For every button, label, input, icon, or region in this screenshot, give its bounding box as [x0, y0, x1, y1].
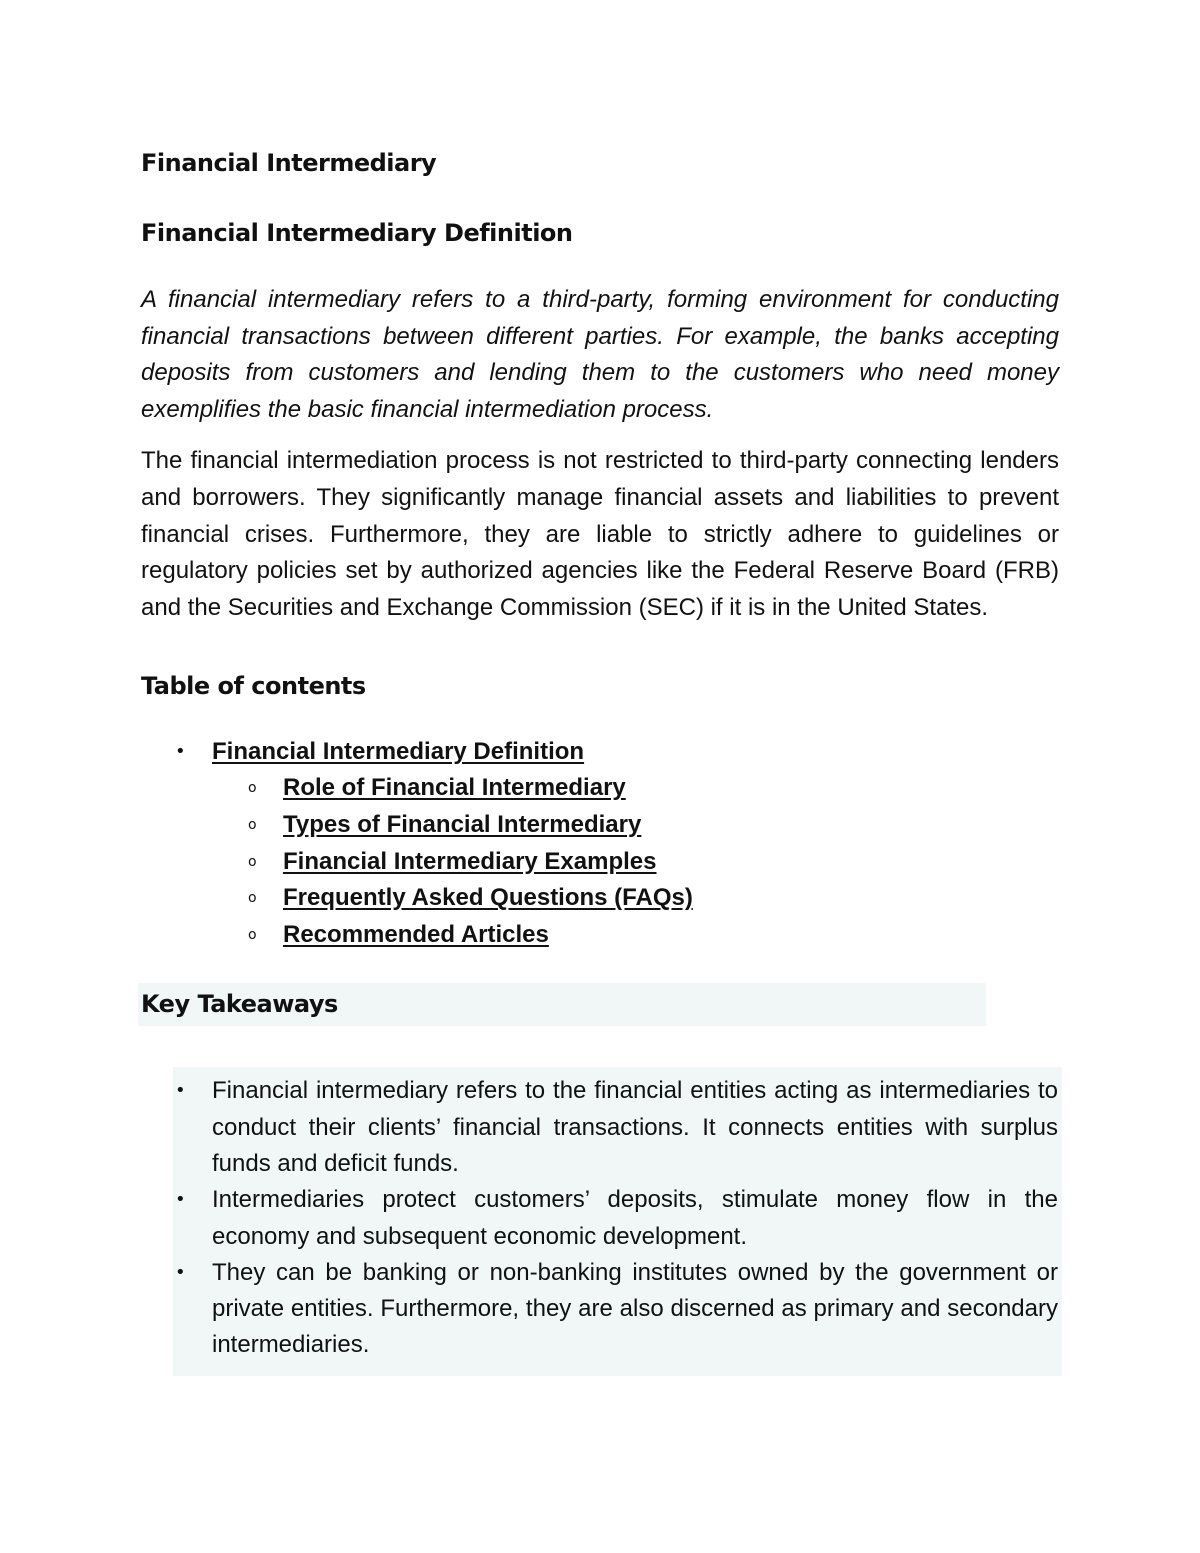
toc-heading: Table of contents — [141, 672, 366, 701]
bullet-icon: • — [175, 741, 186, 763]
circle-bullet-icon: o — [248, 816, 257, 833]
key-takeaways-list — [173, 1073, 1062, 1363]
intro-paragraph: A financial intermediary refers to a third-party, forming environment for conducting financial transactions between different parties. For example, the banks accepting deposits from customers and lending them to the customers who need money exemplifies the basic financial intermediation process. — [141, 286, 1059, 423]
key-takeaway-text: They can be banking or non-banking institutes owned by the government or private entities. Furthermore, they are also discerned as primary and secondary intermediaries. — [212, 1258, 1058, 1359]
toc-item-faqs — [141, 880, 1059, 917]
document-title: Financial Intermediary — [141, 149, 437, 177]
toc-item-role — [141, 770, 1059, 807]
body-paragraph: The financial intermediation process is not restricted to third-party connecting lenders and borrowers. They significantly manage financial assets and liabilities to prevent financial crises. Furthermore, they are liable to strictly adhere to guidelines or regulatory policies set by authorized agencies like the Federal Reserve Board (FRB) and the Securities and Exchange Commission (SEC) if it is in the United States. — [141, 447, 1059, 621]
key-takeaway-text: Financial intermediary refers to the financial entities acting as intermediaries to conduct their clients’ financial transactions. It connects entities with surplus funds and deficit funds. — [212, 1077, 1058, 1177]
toc-item-examples — [141, 844, 1059, 881]
key-takeaways-heading: Key Takeaways — [141, 990, 338, 1019]
circle-bullet-icon: o — [248, 853, 257, 870]
document-body — [141, 140, 1059, 1376]
bullet-icon: • — [175, 1189, 186, 1211]
bullet-icon: • — [175, 1080, 186, 1102]
toc-link-types[interactable]: Types of Financial Intermediary — [283, 810, 642, 838]
circle-bullet-icon: o — [248, 890, 257, 907]
table-of-contents — [141, 733, 1059, 953]
definition-heading: Financial Intermediary Definition — [141, 219, 573, 247]
circle-bullet-icon: o — [248, 780, 257, 797]
key-takeaways-box — [173, 1067, 1062, 1375]
key-takeaway-item — [173, 1073, 1062, 1182]
toc-link-definition[interactable]: Financial Intermediary Definition — [212, 738, 585, 766]
key-takeaway-text: Intermediaries protect customers’ deposits, stimulate money flow in the economy and subsequent economic development. — [212, 1186, 1058, 1250]
toc-link-faqs[interactable]: Frequently Asked Questions (FAQs) — [283, 884, 693, 912]
key-takeaways-header-band — [138, 983, 986, 1026]
toc-link-role[interactable]: Role of Financial Intermediary — [283, 774, 626, 802]
bullet-icon: • — [175, 1261, 186, 1283]
toc-item-definition — [141, 733, 1059, 770]
toc-link-examples[interactable]: Financial Intermediary Examples — [283, 847, 657, 875]
key-takeaway-item — [173, 1182, 1062, 1255]
toc-link-recommended[interactable]: Recommended Articles — [283, 920, 549, 948]
toc-item-recommended — [141, 917, 1059, 954]
toc-item-types — [141, 807, 1059, 844]
key-takeaway-item — [173, 1255, 1062, 1364]
circle-bullet-icon: o — [248, 926, 257, 943]
